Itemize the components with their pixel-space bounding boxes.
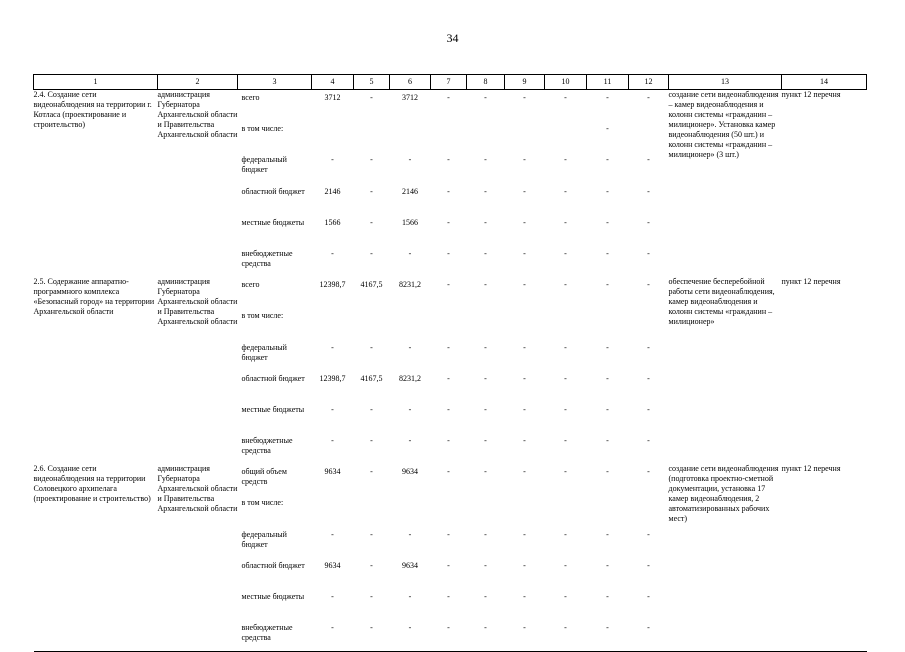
value-cell: -: [564, 217, 567, 227]
funding-source-label: в том числе:: [241, 498, 284, 508]
value-column: [629, 277, 669, 464]
value-cell: [467, 121, 505, 152]
value-column: [629, 90, 669, 278]
value-cell: -: [331, 404, 334, 414]
value-cell: -: [523, 436, 526, 446]
value-cell: -: [370, 623, 373, 633]
table-row: [34, 464, 867, 652]
table-row: [34, 277, 867, 464]
value-cell: -: [523, 373, 526, 383]
funding-sources: [238, 277, 312, 464]
value-cell: -: [606, 155, 609, 165]
value-cell: -: [606, 467, 609, 477]
value-cell: -: [523, 560, 526, 570]
value-cell: -: [564, 623, 567, 633]
value-cell: -: [370, 186, 373, 196]
value-cell: -: [564, 342, 567, 352]
value-cell: -: [647, 592, 650, 601]
value-cell: -: [484, 560, 487, 570]
value-cell: [354, 121, 390, 152]
value-cell: -: [647, 342, 650, 352]
expected-result: создание сети видеонаблюдения – камер видеонаблюдения и колонн системы «гражданин – милиционер». Установка камер видеонаблюдения (50 шт.) и колонн системы «гражданин – милиционер» (3 шт.): [668, 90, 779, 159]
value-cell: -: [606, 529, 609, 539]
value-cell: [390, 495, 431, 526]
value-cell: [390, 121, 431, 152]
reference: пункт 12 перечня: [782, 464, 867, 652]
value-cell: 1566: [324, 217, 341, 227]
value-cell: 4167,5: [360, 280, 383, 290]
value-cell: -: [647, 280, 650, 290]
value-cell: -: [408, 592, 412, 601]
value-cell: -: [370, 529, 373, 539]
value-column: [354, 277, 390, 464]
funding-source-label: внебюджетные средства: [241, 436, 293, 456]
value-column: [587, 277, 629, 464]
funding-source-label: федеральный бюджет: [241, 342, 287, 362]
value-cell: 2146: [402, 186, 418, 196]
funding-source-label: общий объем средств: [241, 467, 287, 487]
value-cell: -: [484, 467, 487, 477]
value-cell: -: [523, 186, 526, 196]
funding-source-label: внебюджетные средства: [241, 248, 293, 268]
funding-sources: [238, 464, 312, 652]
value-cell: [431, 308, 467, 339]
value-cell: [629, 121, 669, 152]
value-cell: [431, 121, 467, 152]
value-cell: -: [408, 436, 412, 446]
reference: пункт 12 перечня: [781, 90, 841, 99]
column-header: 7: [431, 75, 467, 90]
value-cell: -: [370, 342, 373, 352]
value-cell: -: [523, 217, 526, 227]
value-cell: [587, 308, 629, 339]
value-cell: [312, 308, 354, 339]
value-cell: 4167,5: [360, 373, 383, 383]
column-header: 6: [390, 75, 431, 90]
value-cell: -: [484, 404, 487, 414]
value-cell: -: [331, 248, 334, 258]
value-cell: -: [647, 404, 650, 414]
column-header: 12: [629, 75, 669, 90]
funding-source-label: областной бюджет: [241, 186, 305, 196]
value-cell: 1566: [402, 217, 418, 227]
header-row: [34, 75, 867, 90]
value-cell: -: [564, 529, 567, 539]
measure-name: 2.4. Создание сети видеонаблюдения на территории г. Котласа (проектирование и строительство): [33, 90, 152, 129]
measure-name: 2.6. Создание сети видеонаблюдения на территории Соловецкого архипелага (проектирование и строительство): [34, 464, 158, 652]
value-cell: -: [523, 93, 526, 102]
executor: администрация Губернатора Архангельской области и Правительства Архангельской области: [157, 277, 238, 327]
value-column: [312, 464, 354, 652]
value-cell: -: [408, 248, 412, 258]
value-cell: -: [564, 186, 567, 196]
value-cell: -: [647, 436, 650, 446]
funding-source-label: в том числе:: [241, 311, 284, 321]
value-cell: 8231,2: [399, 373, 421, 383]
value-cell: -: [606, 248, 609, 258]
value-cell: -: [447, 436, 450, 446]
value-column: [312, 277, 354, 464]
column-header: 9: [505, 75, 545, 90]
value-cell: -: [447, 529, 450, 539]
value-column: [390, 277, 431, 464]
value-cell: -: [647, 93, 650, 102]
value-cell: [467, 308, 505, 339]
value-column: [431, 90, 467, 278]
value-cell: -: [484, 155, 487, 165]
value-cell: [545, 308, 587, 339]
column-header: 2: [158, 75, 238, 90]
funding-source-label: всего: [241, 93, 260, 102]
value-column: [390, 464, 431, 652]
value-cell: -: [647, 373, 650, 383]
value-cell: -: [564, 560, 567, 570]
value-cell: -: [564, 248, 567, 258]
value-cell: -: [564, 280, 567, 290]
value-cell: 9634: [402, 467, 418, 477]
value-column: [354, 464, 390, 652]
value-cell: -: [523, 592, 526, 601]
funding-source-label: областной бюджет: [241, 373, 305, 383]
value-cell: -: [606, 280, 609, 290]
value-cell: -: [331, 592, 334, 601]
value-column: [505, 464, 545, 652]
value-cell: [467, 495, 505, 526]
value-cell: [390, 308, 431, 339]
value-cell: -: [331, 529, 334, 539]
value-column: [545, 277, 587, 464]
value-column: [467, 90, 505, 278]
value-cell: -: [370, 560, 373, 570]
value-column: [545, 464, 587, 652]
value-cell: -: [447, 93, 450, 102]
value-cell: -: [564, 467, 567, 477]
value-cell: -: [370, 248, 373, 258]
value-cell: -: [606, 217, 609, 227]
funding-source-label: внебюджетные средства: [241, 623, 293, 643]
value-cell: [505, 308, 545, 339]
value-cell: -: [647, 248, 650, 258]
value-cell: -: [647, 529, 650, 539]
value-cell: -: [408, 404, 412, 414]
value-cell: -: [523, 623, 526, 633]
column-header: 14: [782, 75, 867, 90]
column-header: 13: [669, 75, 782, 90]
value-cell: -: [331, 155, 334, 165]
reference: пункт 12 перечня: [781, 277, 841, 287]
value-column: [505, 90, 545, 278]
value-cell: -: [484, 436, 487, 446]
value-cell: [545, 121, 587, 152]
value-cell: -: [370, 467, 373, 477]
value-cell: [431, 495, 467, 526]
value-column: [629, 464, 669, 652]
column-header: 5: [354, 75, 390, 90]
value-cell: -: [606, 592, 609, 601]
funding-source-label: областной бюджет: [241, 560, 305, 570]
value-cell: -: [370, 155, 373, 165]
value-column: [587, 90, 629, 278]
value-cell: -: [447, 280, 450, 290]
funding-source-label: местные бюджеты: [241, 404, 305, 414]
value-cell: -: [484, 186, 487, 196]
program-table: [33, 74, 867, 652]
value-cell: -: [447, 155, 450, 165]
executor: администрация Губернатора Архангельской области и Правительства Архангельской области: [158, 464, 238, 652]
value-cell: -: [523, 155, 526, 165]
value-cell: [312, 495, 354, 526]
value-cell: -: [447, 342, 450, 352]
column-header: 8: [467, 75, 505, 90]
value-cell: -: [523, 342, 526, 352]
value-column: [505, 277, 545, 464]
value-cell: -: [647, 186, 650, 196]
value-cell: -: [523, 467, 526, 477]
value-cell: -: [564, 155, 567, 165]
value-cell: [505, 121, 545, 152]
value-cell: -: [606, 342, 609, 352]
value-cell: -: [370, 436, 373, 446]
value-cell: -: [331, 623, 334, 633]
value-cell: 12398,7: [319, 373, 346, 383]
value-cell: -: [408, 342, 412, 352]
value-cell: [312, 121, 354, 152]
value-cell: -: [564, 93, 567, 102]
value-cell: 12398,7: [319, 280, 346, 290]
value-cell: -: [647, 623, 650, 633]
value-cell: -: [523, 280, 526, 290]
value-cell: -: [564, 592, 567, 601]
value-cell: 9634: [402, 560, 418, 570]
value-cell: -: [447, 248, 450, 258]
value-column: [545, 90, 587, 278]
value-cell: 3712: [324, 93, 341, 102]
column-header: 10: [545, 75, 587, 90]
value-cell: -: [331, 436, 334, 446]
value-cell: -: [606, 436, 609, 446]
value-cell: 8231,2: [399, 280, 421, 290]
value-cell: -: [647, 217, 650, 227]
column-header: 1: [34, 75, 158, 90]
funding-source-label: в том числе:: [241, 124, 284, 134]
value-cell: -: [331, 342, 334, 352]
value-cell: -: [370, 592, 373, 601]
value-cell: -: [484, 93, 487, 102]
value-cell: -: [484, 373, 487, 383]
value-column: [390, 90, 431, 278]
value-cell: -: [484, 280, 487, 290]
funding-source-label: федеральный бюджет: [241, 529, 287, 549]
funding-source-label: федеральный бюджет: [241, 155, 287, 175]
table-row: [34, 90, 867, 278]
value-cell: -: [564, 436, 567, 446]
value-column: [587, 464, 629, 652]
funding-source-label: местные бюджеты: [241, 217, 305, 227]
value-cell: -: [647, 560, 650, 570]
value-cell: -: [370, 404, 373, 414]
value-cell: -: [484, 623, 487, 633]
value-cell: [545, 495, 587, 526]
executor: администрация Губернатора Архангельской области и Правительства Архангельской области: [157, 90, 238, 139]
value-cell: [587, 495, 629, 526]
value-cell: -: [370, 93, 373, 102]
expected-result: создание сети видеонаблюдения (подготовка проектно-сметной документации, установка 17 камер видеонаблюдения, 2 автоматизированных рабочих мест): [669, 464, 782, 652]
value-cell: -: [370, 217, 373, 227]
value-cell: -: [447, 592, 450, 601]
value-cell: -: [447, 623, 450, 633]
value-cell: [505, 495, 545, 526]
value-cell: -: [523, 248, 526, 258]
value-cell: -: [447, 560, 450, 570]
value-cell: -: [606, 373, 609, 383]
column-header: 3: [238, 75, 312, 90]
value-cell: -: [484, 592, 487, 601]
value-cell: -: [447, 373, 450, 383]
value-cell: -: [564, 404, 567, 414]
value-cell: -: [564, 373, 567, 383]
value-cell: -: [523, 529, 526, 539]
value-cell: -: [523, 404, 526, 414]
value-cell: -: [484, 217, 487, 227]
page-number: 34: [446, 31, 459, 45]
expected-result: обеспечение бесперебойной работы сети видеонаблюдения, камер видеонаблюдения и колонн системы «гражданин – милиционер»: [668, 277, 775, 327]
value-cell: 9634: [324, 560, 341, 570]
value-cell: -: [447, 404, 450, 414]
funding-source-label: всего: [241, 280, 260, 290]
value-cell: -: [606, 560, 609, 570]
value-cell: -: [606, 623, 609, 633]
value-column: [431, 277, 467, 464]
value-cell: [629, 308, 669, 339]
value-cell: 9634: [324, 467, 341, 477]
value-cell: -: [408, 623, 412, 633]
value-cell: -: [606, 124, 609, 134]
value-cell: -: [484, 342, 487, 352]
value-cell: [354, 308, 390, 339]
value-cell: -: [647, 467, 650, 477]
value-cell: 3712: [402, 93, 418, 102]
value-cell: [354, 495, 390, 526]
value-column: [431, 464, 467, 652]
funding-source-label: местные бюджеты: [241, 592, 305, 601]
measure-name: 2.5. Содержание аппаратно-программного комплекса «Безопасный город» на территории Архангельской области: [33, 277, 155, 317]
value-cell: -: [408, 155, 412, 165]
value-cell: -: [484, 529, 487, 539]
value-column: [312, 90, 354, 278]
value-cell: -: [447, 217, 450, 227]
value-cell: 2146: [324, 186, 341, 196]
value-cell: -: [447, 467, 450, 477]
value-cell: -: [606, 93, 609, 102]
value-column: [467, 277, 505, 464]
value-cell: -: [484, 248, 487, 258]
value-cell: -: [408, 529, 412, 539]
column-header: 11: [587, 75, 629, 90]
value-cell: [629, 495, 669, 526]
funding-sources: [238, 90, 312, 278]
value-cell: -: [606, 186, 609, 196]
value-column: [354, 90, 390, 278]
value-cell: -: [447, 186, 450, 196]
value-column: [467, 464, 505, 652]
value-cell: -: [606, 404, 609, 414]
column-header: 4: [312, 75, 354, 90]
value-cell: -: [647, 155, 650, 165]
